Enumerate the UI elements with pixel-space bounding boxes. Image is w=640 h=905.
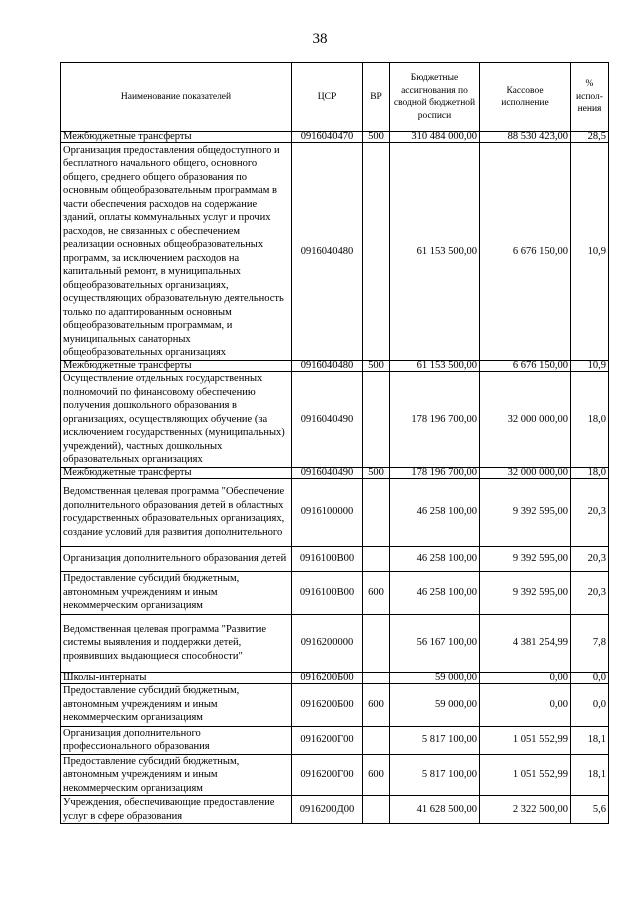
table-row [61,546,609,571]
header-pct: % испол-нения [571,63,609,132]
cell-vr [363,614,390,672]
cell-cash: 0,00 [480,672,571,683]
cell-vr [363,546,390,571]
budget-execution-table [60,62,609,824]
cell-name: Ведомственная целевая программа "Обеспечение дополнительного образования детей в областных государственных образовательных организациях, создание условий для развития дополнительного [61,478,292,546]
table-row [61,372,609,468]
cell-cash: 2 322 500,00 [480,796,571,824]
cell-name: Предоставление субсидий бюджетным, автономным учреждениям и иным некоммерческим организациям [61,683,292,726]
cell-budget: 46 258 100,00 [390,478,480,546]
cell-cash: 6 676 150,00 [480,143,571,361]
cell-vr [363,796,390,824]
cell-cash: 32 000 000,00 [480,467,571,478]
cell-budget: 59 000,00 [390,672,480,683]
cell-name: Осуществление отдельных государственных полномочий по финансовому обеспечению получения дошкольного образования в организациях, осуществляющих обучение (за исключением государственных (муниципальных) учреждений), частных дошкольных образовательных организациях [61,372,292,468]
cell-budget: 61 153 500,00 [390,143,480,361]
cell-budget: 61 153 500,00 [390,361,480,372]
table-row [61,796,609,824]
cell-csr: 0916200Г00 [292,726,363,754]
cell-pct: 10,9 [571,361,609,372]
cell-vr [363,143,390,361]
cell-vr [363,726,390,754]
cell-vr: 500 [363,467,390,478]
cell-name: Межбюджетные трансферты [61,132,292,143]
cell-csr: 0916040480 [292,361,363,372]
cell-pct: 18,0 [571,372,609,468]
cell-vr [363,478,390,546]
cell-csr: 0916040480 [292,143,363,361]
cell-csr: 0916040490 [292,467,363,478]
cell-vr: 600 [363,683,390,726]
cell-name: Ведомственная целевая программа "Развитие системы выявления и поддержки детей, проявивших выдающиеся способности" [61,614,292,672]
cell-vr [363,372,390,468]
header-budget: Бюджетные ассигнования по сводной бюджетной росписи [390,63,480,132]
cell-name: Школы-интернаты [61,672,292,683]
cell-csr: 0916100000 [292,478,363,546]
cell-budget: 59 000,00 [390,683,480,726]
cell-csr: 0916200Г00 [292,754,363,796]
cell-budget: 178 196 700,00 [390,372,480,468]
cell-csr: 0916040490 [292,372,363,468]
cell-name: Учреждения, обеспечивающие предоставление услуг в сфере образования [61,796,292,824]
cell-cash: 9 392 595,00 [480,546,571,571]
cell-pct: 5,6 [571,796,609,824]
cell-name: Предоставление субсидий бюджетным, автономным учреждениям и иным некоммерческим организациям [61,571,292,614]
cell-pct: 7,8 [571,614,609,672]
cell-cash: 4 381 254,99 [480,614,571,672]
cell-cash: 1 051 552,99 [480,754,571,796]
cell-csr: 0916200Б00 [292,672,363,683]
cell-budget: 46 258 100,00 [390,546,480,571]
header-cash: Кассовое исполнение [480,63,571,132]
cell-pct: 20,3 [571,478,609,546]
cell-cash: 9 392 595,00 [480,478,571,546]
table-row [61,672,609,683]
cell-vr: 500 [363,132,390,143]
table-row [61,571,609,614]
header-vr: ВР [363,63,390,132]
cell-name: Предоставление субсидий бюджетным, автономным учреждениям и иным некоммерческим организациям [61,754,292,796]
cell-pct: 20,3 [571,546,609,571]
cell-name: Организация дополнительного образования детей [61,546,292,571]
table-row [61,143,609,361]
cell-budget: 41 628 500,00 [390,796,480,824]
cell-budget: 310 484 000,00 [390,132,480,143]
cell-vr: 600 [363,571,390,614]
cell-name: Организация дополнительного профессионального образования [61,726,292,754]
table-row [61,683,609,726]
cell-vr: 500 [363,361,390,372]
cell-cash: 0,00 [480,683,571,726]
cell-pct: 10,9 [571,143,609,361]
page-number: 38 [312,31,328,47]
header-csr: ЦСР [292,63,363,132]
cell-budget: 46 258 100,00 [390,571,480,614]
cell-csr: 0916200Б00 [292,683,363,726]
table-row [61,726,609,754]
cell-cash: 6 676 150,00 [480,361,571,372]
table-row [61,478,609,546]
cell-name: Межбюджетные трансферты [61,467,292,478]
cell-budget: 5 817 100,00 [390,754,480,796]
cell-cash: 9 392 595,00 [480,571,571,614]
table-row [61,614,609,672]
cell-csr: 0916200Д00 [292,796,363,824]
table-row [61,132,609,143]
cell-csr: 0916200000 [292,614,363,672]
table-row [61,754,609,796]
cell-name: Межбюджетные трансферты [61,361,292,372]
cell-pct: 18,1 [571,754,609,796]
cell-pct: 0,0 [571,672,609,683]
cell-budget: 56 167 100,00 [390,614,480,672]
cell-pct: 20,3 [571,571,609,614]
cell-pct: 0,0 [571,683,609,726]
table-header-row [61,63,609,132]
cell-budget: 5 817 100,00 [390,726,480,754]
cell-pct: 18,0 [571,467,609,478]
cell-pct: 18,1 [571,726,609,754]
cell-pct: 28,5 [571,132,609,143]
table-row [61,361,609,372]
cell-budget: 178 196 700,00 [390,467,480,478]
cell-name: Организация предоставления общедоступного и бесплатного начального общего, основного общего, среднего общего образования по основным общеобразовательным программам в части обеспечения расходов на содержание зданий, оплаты коммунальных услуг и прочих расходов, не связанных с обеспечением реализации основных общеобразовательных программ, за исключением расходов на капитальный ремонт, в муниципальных общеобразовательных организациях, осуществляющих образовательную деятельность только по адаптированным основным общеобразовательным программам, и муниципальных санаторных общеобразовательных организациях [61,143,292,361]
cell-cash: 32 000 000,00 [480,372,571,468]
cell-cash: 88 530 423,00 [480,132,571,143]
header-name: Наименование показателей [61,63,292,132]
cell-cash: 1 051 552,99 [480,726,571,754]
cell-csr: 0916040470 [292,132,363,143]
cell-vr [363,672,390,683]
cell-csr: 0916100В00 [292,571,363,614]
cell-csr: 0916100В00 [292,546,363,571]
cell-vr: 600 [363,754,390,796]
table-row [61,467,609,478]
